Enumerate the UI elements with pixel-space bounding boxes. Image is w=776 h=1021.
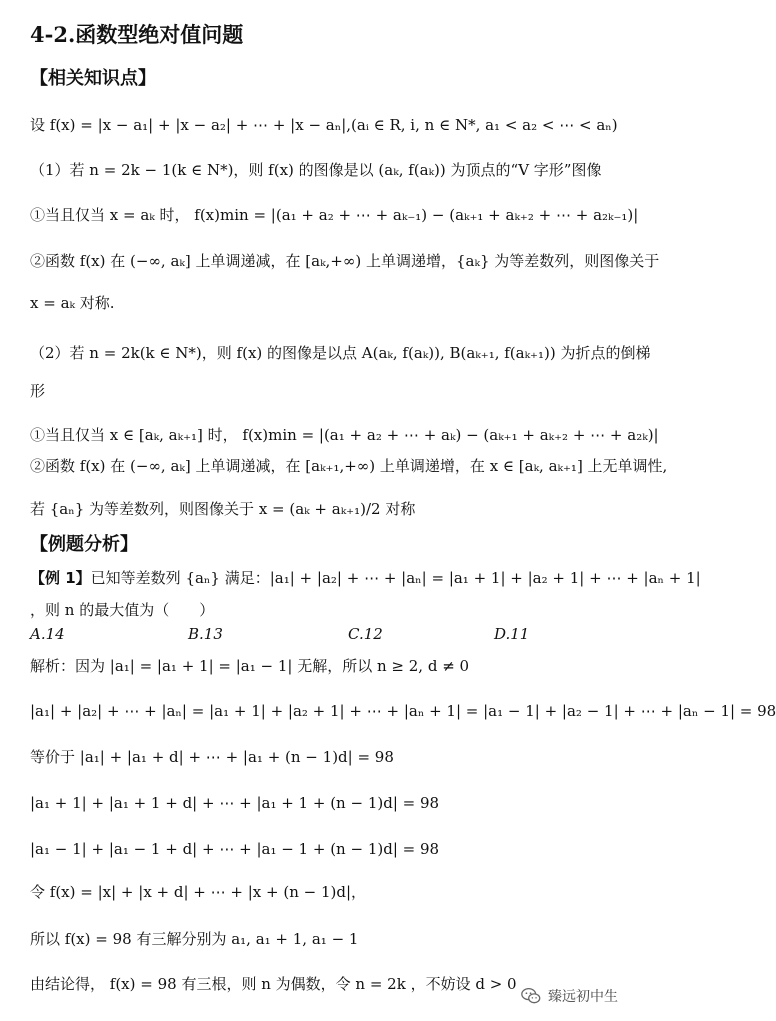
page-title: 4-2.函数型绝对值问题 [30, 22, 244, 47]
solution-line-8: 由结论得， f(x) = 98 有三根，则 n 为偶数，令 n = 2k ，不妨设 d > 0 [30, 975, 517, 993]
case2-point2-cont: 若 {aₙ} 为等差数列，则图像关于 x = (aₖ + aₖ₊₁)/2 对称 [30, 500, 416, 518]
choice-b: B.13 [188, 625, 223, 643]
section-heading-knowledge: 【相关知识点】 [30, 68, 156, 89]
example-stem [30, 569, 701, 587]
choice-d: D.11 [494, 625, 530, 643]
example-choices [30, 627, 628, 642]
choice-c: C.12 [348, 625, 383, 643]
case2-line: （2）若 n = 2k(k ∈ N*)，则 f(x) 的图像是以点 A(aₖ, f(aₖ)), B(aₖ₊₁, f(aₖ₊₁)) 为折点的倒梯 [30, 344, 651, 362]
case2-line-cont: 形 [30, 382, 46, 400]
example-stem-text: 已知等差数列 {aₙ} 满足：|a₁| + |a₂| + ⋯ + |aₙ| = |a₁ + 1| + |a₂ + 1| + ⋯ + |aₙ + 1| [90, 569, 701, 587]
case1-point1: ①当且仅当 x = aₖ 时， f(x)min = |(a₁ + a₂ + ⋯ + aₖ₋₁) − (aₖ₊₁ + aₖ₊₂ + ⋯ + a₂ₖ₋₁)| [30, 206, 639, 224]
solution-line-7: 所以 f(x) = 98 有三解分别为 a₁, a₁ + 1, a₁ − 1 [30, 930, 359, 948]
solution-line-2: |a₁| + |a₂| + ⋯ + |aₙ| = |a₁ + 1| + |a₂ + 1| + ⋯ + |aₙ + 1| = |a₁ − 1| + |a₂ − 1| + ⋯ + |aₙ − 1| = 98 [30, 702, 776, 720]
case2-point2: ②函数 f(x) 在 (−∞, aₖ] 上单调递减，在 [aₖ₊₁,+∞) 上单调递增，在 x ∈ [aₖ, aₖ₊₁] 上无单调性, [30, 457, 668, 475]
watermark-text: 臻远初中生 [548, 989, 618, 1005]
solution-line-3: 等价于 |a₁| + |a₁ + d| + ⋯ + |a₁ + (n − 1)d| = 98 [30, 748, 394, 766]
solution-line-6: 令 f(x) = |x| + |x + d| + ⋯ + |x + (n − 1)d|， [30, 883, 367, 901]
example-label: 【例 1】 [30, 569, 91, 587]
example-stem-cont: ，则 n 的最大值为（ ） [30, 601, 215, 619]
case1-point2-cont: x = aₖ 对称. [30, 294, 115, 312]
case2-point1: ①当且仅当 x ∈ [aₖ, aₖ₊₁] 时， f(x)min = |(a₁ + a₂ + ⋯ + aₖ) − (aₖ₊₁ + aₖ₊₂ + ⋯ + a₂ₖ)| [30, 426, 659, 444]
solution-line-4: |a₁ + 1| + |a₁ + 1 + d| + ⋯ + |a₁ + 1 + (n − 1)d| = 98 [30, 794, 440, 812]
wechat-icon [520, 985, 542, 1007]
case1-line: （1）若 n = 2k − 1(k ∈ N*)，则 f(x) 的图像是以 (aₖ, f(aₖ)) 为顶点的“V 字形”图像 [30, 161, 602, 179]
choice-a: A.14 [30, 625, 65, 643]
solution-line-1: 解析：因为 |a₁| = |a₁ + 1| = |a₁ − 1| 无解，所以 n ≥ 2, d ≠ 0 [30, 657, 470, 675]
case1-point2: ②函数 f(x) 在 (−∞, aₖ] 上单调递减，在 [aₖ,+∞) 上单调递增，{aₖ} 为等差数列，则图像关于 [30, 252, 660, 270]
solution-line-5: |a₁ − 1| + |a₁ − 1 + d| + ⋯ + |a₁ − 1 + (n − 1)d| = 98 [30, 840, 440, 858]
watermark [520, 985, 618, 1007]
definition-line: 设 f(x) = |x − a₁| + |x − a₂| + ⋯ + |x − aₙ|,(aᵢ ∈ R, i, n ∈ N*, a₁ < a₂ < ⋯ < aₙ) [30, 116, 618, 134]
section-heading-examples: 【例题分析】 [30, 534, 138, 555]
